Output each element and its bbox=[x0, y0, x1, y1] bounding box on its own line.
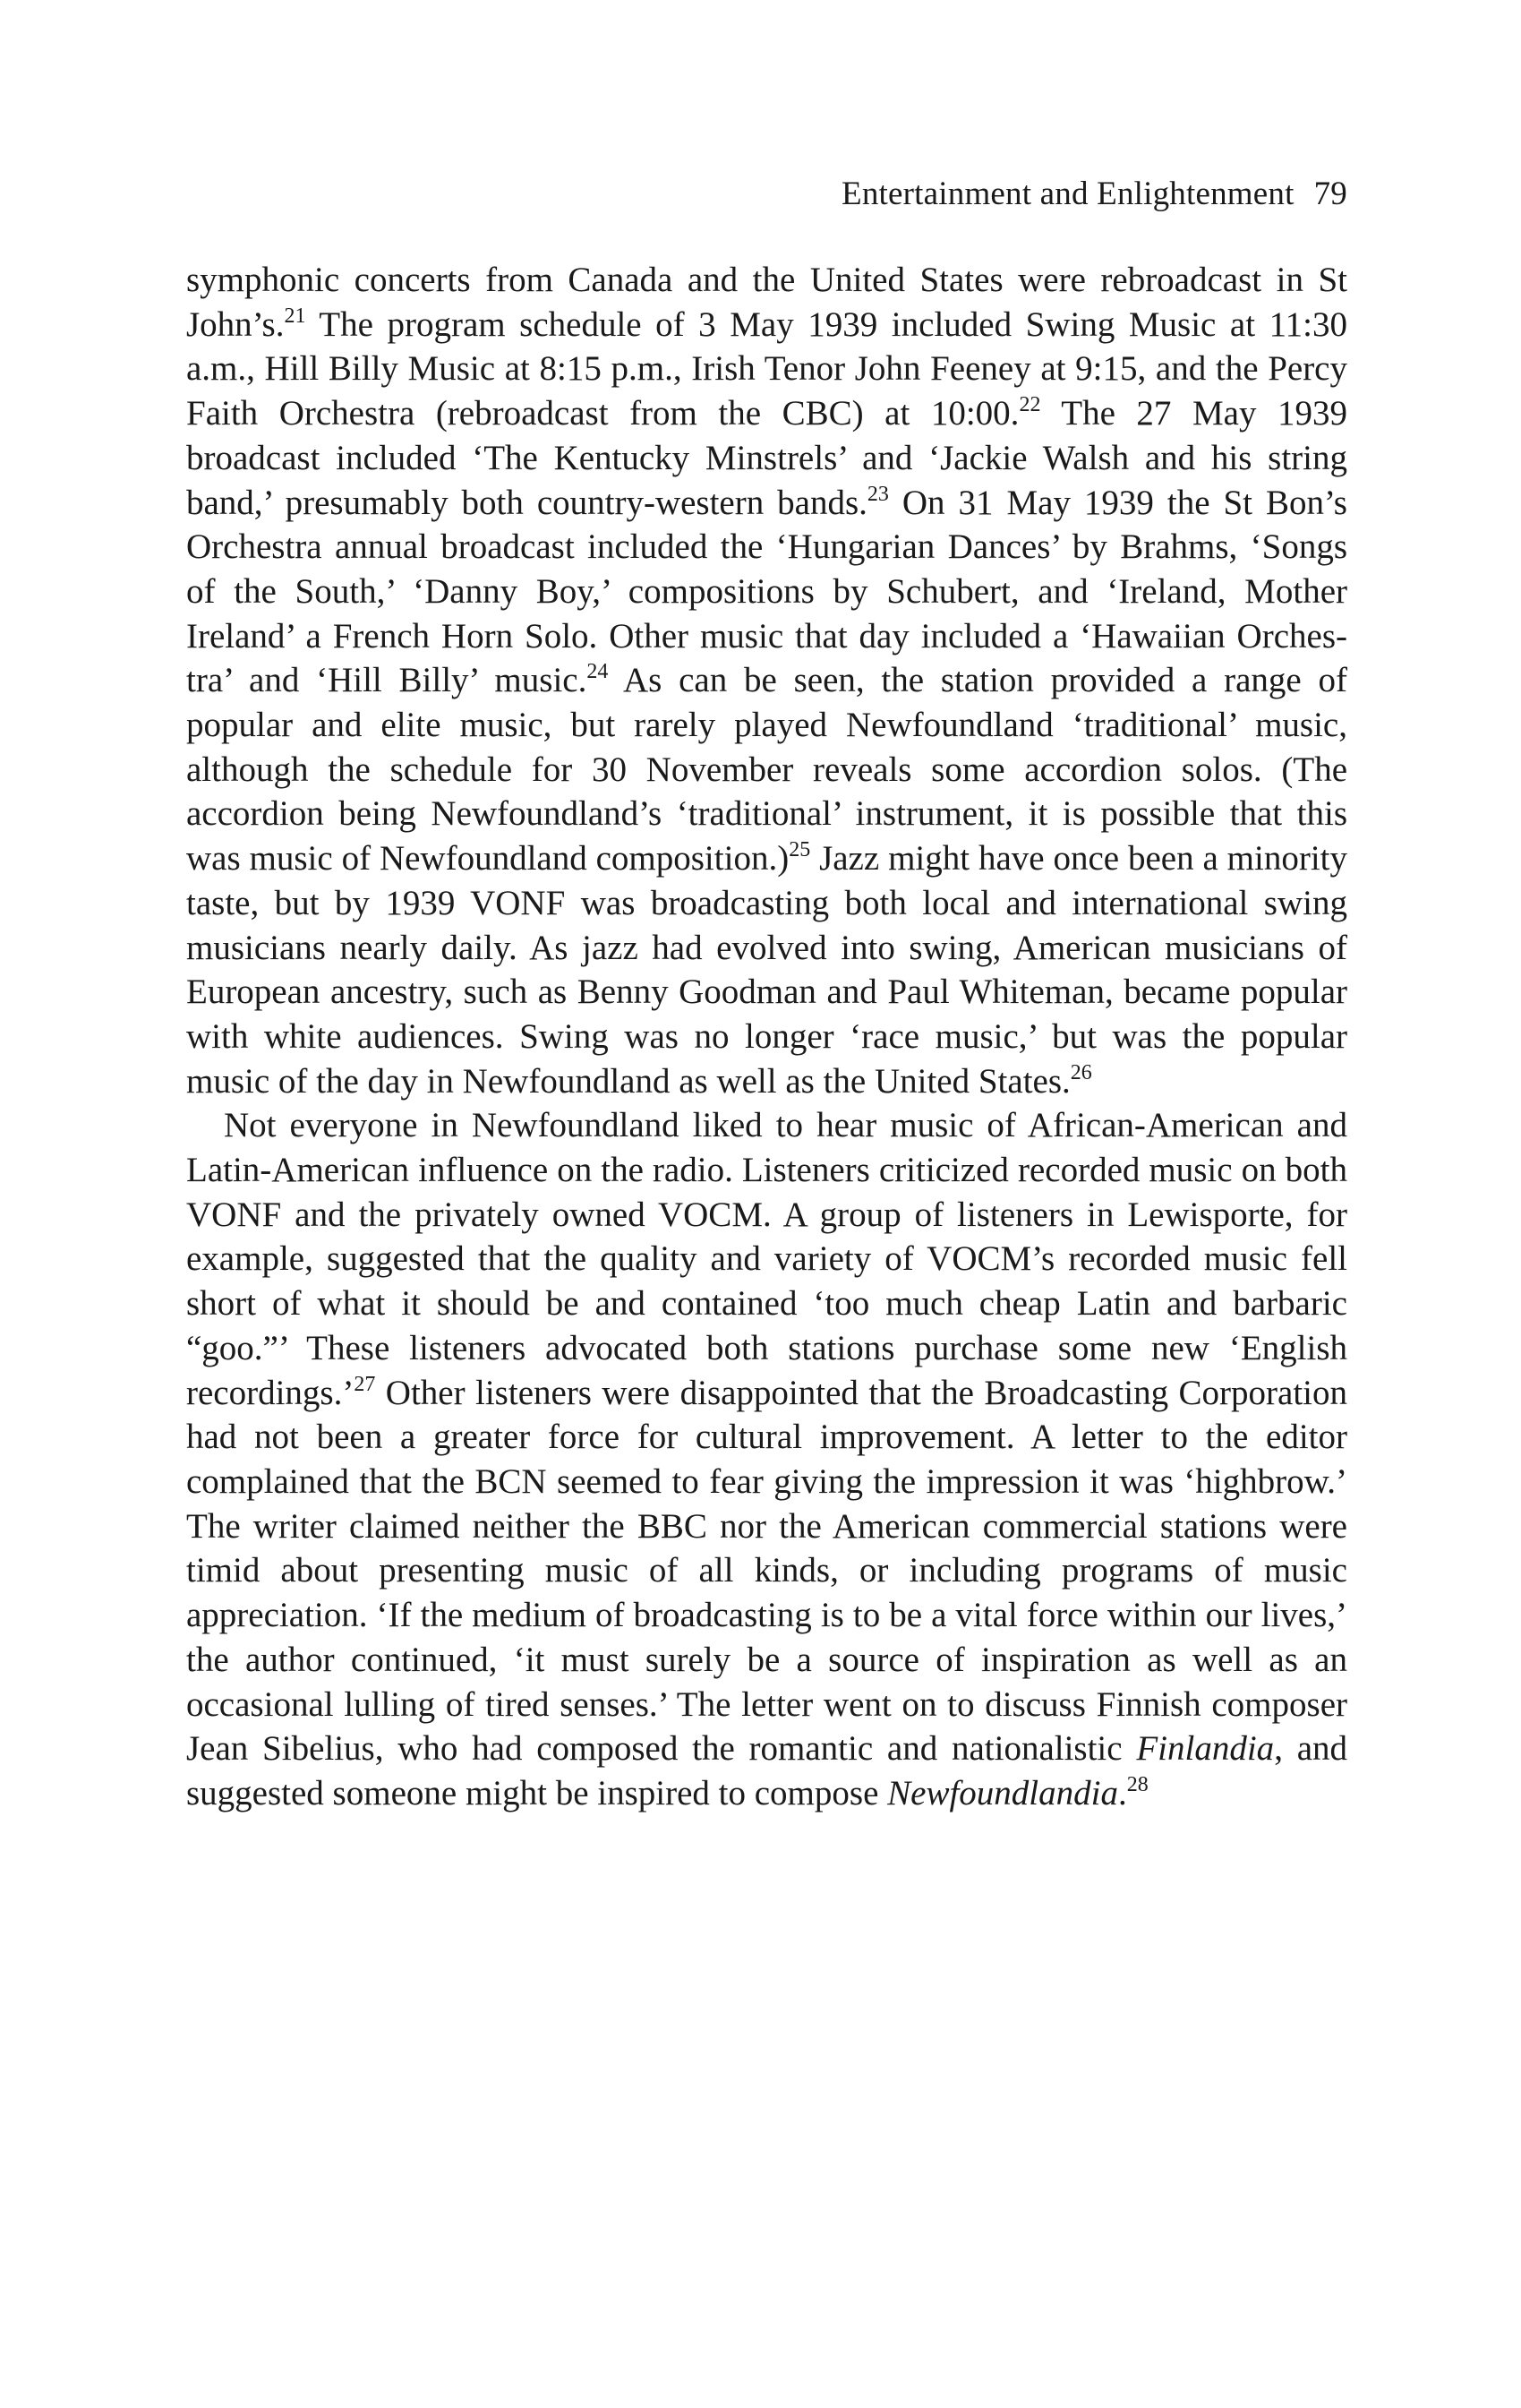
italic-title: Finlandia bbox=[1136, 1729, 1275, 1769]
text-run: symphonic concerts from Canada and the United States were rebroadcast in St John’s. bbox=[186, 261, 1347, 344]
text-run: Other listeners were disappointed that the Broadcasting Corporation had not been a greater force for cultural improvement. A letter to the editor complained that the BCN seemed to fear giving the impression it was ‘highbrow.’ The writer claimed neither the BBC nor the American commercial stations were timid about presenting music of all kinds, or including programs of music appreciation. ‘If the medium of broadcasting is to be a vital force within our lives,’ the author continued, ‘it must surely be a source of inspiration as well as an occasional lulling of tired senses.’ The letter went on to discuss Finnish composer Jean Sibelius, who had composed the romantic and nationalistic bbox=[186, 1373, 1347, 1769]
footnote-ref: 25 bbox=[789, 838, 811, 862]
footnote-ref: 21 bbox=[284, 304, 306, 328]
text-run: Not everyone in Newfoundland liked to hear music of African-American and Latin-American influence on the radio. Listeners criticized recorded music on both VONF and the privately owned VOCM. A group of listeners in Lewisporte, for example, suggested that the quality and variety of VOCM’s recorded music fell short of what it should be and contained ‘too much cheap Latin and barbaric “goo.”’ These listeners advocated both stations purchase some new ‘English recordings.’ bbox=[186, 1106, 1347, 1412]
text-run: The 27 May 1939 broadcast included ‘The Kentucky Minstrels’ and ‘Jackie Walsh and his string band,’ presumably both country-western bands. bbox=[186, 394, 1347, 522]
text-run: Jazz might have once been a minority taste, but by 1939 VONF was broadcasting both local and international swing musicians nearly daily. As jazz had evolved into swing, American musicians of European ancestry, such as Benny Goodman and Paul Whiteman, became popular with white audiences. Swing was no longer ‘race music,’ but was the popular music of the day in Newfoundland as well as the United States. bbox=[186, 839, 1347, 1101]
footnote-ref: 22 bbox=[1019, 393, 1041, 417]
text-run: On 31 May 1939 the St Bon’s Orchestra annual broadcast included the ‘Hungarian Dances’ by Brahms, ‘Songs of the South,’ ‘Danny Boy,’ compositions by Schubert, and ‘Ireland, Mother Ireland’ a French Horn Solo. Other music that day included a ‘Hawaiian Orchestra’ and ‘Hill Billy’ music. bbox=[186, 483, 1347, 700]
body-text bbox=[186, 258, 1347, 1816]
footnote-ref: 26 bbox=[1070, 1060, 1092, 1084]
page-number: 79 bbox=[1313, 176, 1347, 212]
text-run: . bbox=[1117, 1773, 1127, 1812]
text-run: The program schedule of 3 May 1939 included Swing Music at 11:30 a.m., Hill Billy Music at 8:15 p.m., Irish Tenor John Feeney at 9:15, and the Percy Faith Orchestra (rebroadcast from the CBC) at 10:00. bbox=[186, 304, 1347, 433]
footnote-ref: 28 bbox=[1126, 1772, 1149, 1796]
footnote-ref: 23 bbox=[867, 482, 889, 506]
footnote-ref: 27 bbox=[354, 1372, 376, 1396]
running-head-title: Entertainment and Enlightenment bbox=[842, 176, 1295, 212]
footnote-ref: 24 bbox=[586, 660, 609, 684]
text-run: As can be seen, the station provided a range of popular and elite music, but rarely played Newfoundland ‘traditional’ music, although the schedule for 30 November reveals some accordion solos. (The accordion being Newfoundland’s ‘traditional’ instrument, it is possible that this was music of Newfoundland composition.) bbox=[186, 661, 1347, 878]
text-run: , and suggested someone might be inspired to compose bbox=[186, 1729, 1348, 1812]
paragraph-1 bbox=[186, 258, 1347, 1103]
running-head bbox=[842, 177, 1347, 210]
italic-title: Newfoundlandia bbox=[887, 1773, 1118, 1812]
paragraph-2 bbox=[186, 1103, 1347, 1815]
